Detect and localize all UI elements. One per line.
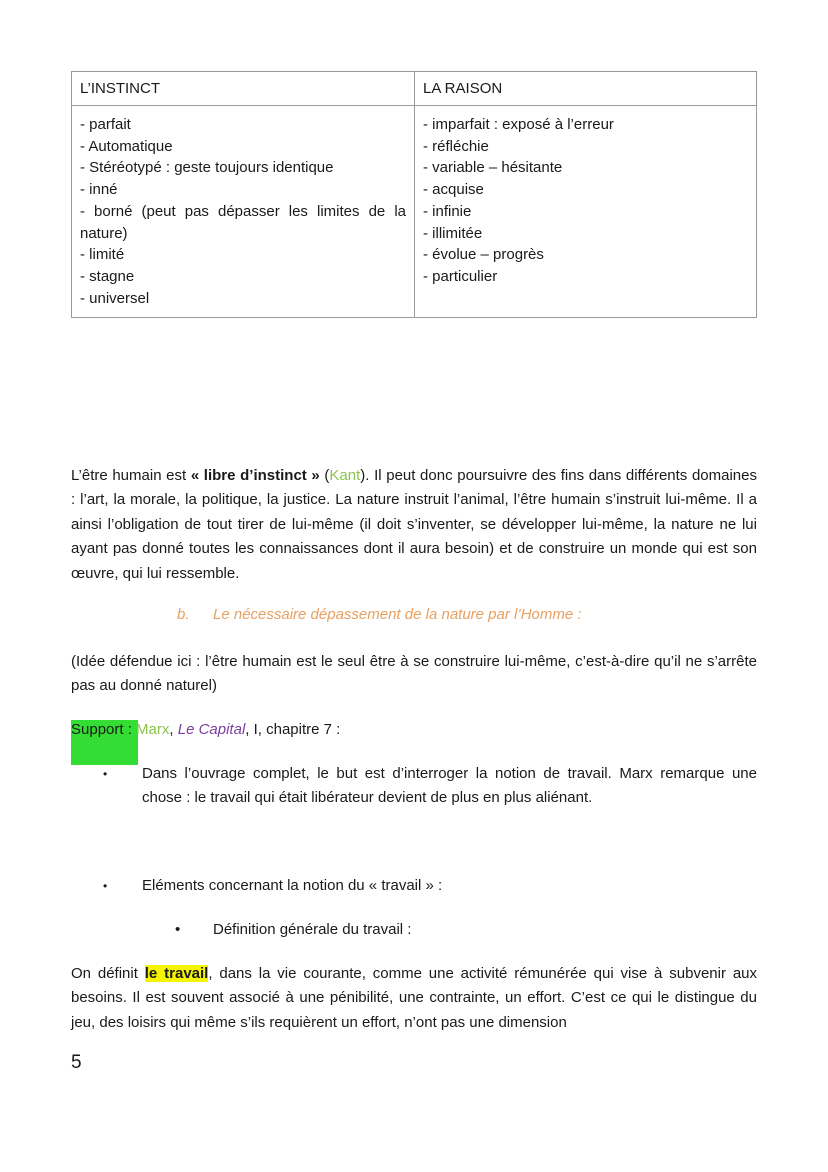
paragraph-text: , dans la vie courante, comme une activité rémunérée qui vise à subvenir aux besoins. Il est souvent associé à une pénibilité, une contrainte, un effort. C’est ce qui le distingue du jeu, des loisirs qui même s’ils requièrent un effort, n’ont pas une dimension (71, 965, 757, 1031)
section-subheading (177, 606, 582, 623)
author-kant: Kant (329, 467, 361, 484)
paragraph-libre-instinct (71, 464, 757, 586)
support-line (71, 718, 340, 742)
subheading-letter: b. (177, 606, 190, 623)
list-item: - borné (peut pas dépasser les limites de la (80, 202, 406, 220)
list-item: - infinie (423, 202, 472, 220)
paragraph-text: ( (319, 467, 330, 484)
table-row (72, 106, 757, 318)
list-item: - imparfait : exposé à l’erreur (423, 116, 614, 133)
paragraph-text: On définit (71, 965, 145, 982)
list-item: nature) (80, 224, 128, 242)
bullet-icon: • (103, 879, 108, 893)
paragraph-definition-travail (71, 962, 757, 1035)
raison-cell (415, 106, 757, 318)
subheading-text: Le nécessaire dépassement de la nature par l’Homme : (213, 606, 582, 623)
list-item: - acquise (423, 181, 484, 199)
highlight-le-travail: le travail (144, 965, 209, 982)
author-marx: Marx (136, 721, 170, 738)
list-item: - évolue – progrès (423, 246, 544, 264)
list-item: - stagne (80, 267, 135, 285)
list-item: - Automatique (80, 137, 173, 155)
header-instinct: L’INSTINCT (72, 72, 415, 106)
list-item: - universel (80, 289, 150, 307)
bullet-icon: • (175, 921, 181, 938)
bullet-item-ouvrage (71, 762, 757, 814)
page-number: 5 (71, 1052, 82, 1073)
table-header-row (72, 72, 757, 106)
list-item: - parfait (80, 116, 131, 133)
list-item: - Stéréotypé : geste toujours identique (80, 159, 334, 177)
header-raison: LA RAISON (415, 72, 757, 106)
bullet-item-elements (71, 874, 757, 899)
list-item: - réfléchie (423, 137, 489, 155)
list-item: - particulier (423, 267, 498, 285)
list-item: - inné (80, 181, 118, 199)
list-item: - variable – hésitante (423, 159, 563, 177)
quote-libre-instinct: « libre d’instinct » (190, 467, 320, 484)
support-separator: , (169, 721, 178, 738)
bullet-text: Eléments concernant la notion du « travail » : (142, 877, 443, 894)
bullet-text: Dans l’ouvrage complet, le but est d’interroger la notion de travail. Marx remarque une chose : le travail qui était libérateur devient de plus en plus aliénant. (142, 765, 757, 807)
paragraph-idee: (Idée défendue ici : l’être humain est le seul être à se construire lui-même, c’est-à-dire qu’il ne s’arrête pas au donné naturel) (71, 653, 757, 695)
instinct-cell (72, 106, 415, 318)
list-item: - limité (80, 246, 125, 264)
paragraph-text: ). Il peut donc poursuivre des fins dans différents domaines : l’art, la morale, la politique, la justice. La nature instruit l’animal, l’être humain s’instruit lui-même. Il a ainsi l’obligation de tout tirer de lui-même (il doit s’inventer, se développer lui-même, la nature ne lui ayant pas donné toutes les connaissances dont il aura besoin) et de construire un monde qui est son œuvre, qui lui ressemble. (71, 467, 757, 582)
list-item: - illimitée (423, 224, 483, 242)
comparison-table (71, 71, 757, 318)
bullet-text: Définition générale du travail : (213, 921, 412, 938)
paragraph-text: L’être humain est (71, 467, 191, 484)
support-label: Support : (71, 721, 132, 738)
support-chapter: , I, chapitre 7 : (245, 721, 341, 738)
book-title: Le Capital (177, 721, 246, 738)
bullet-item-definition (71, 918, 757, 943)
bullet-icon: • (103, 767, 108, 781)
